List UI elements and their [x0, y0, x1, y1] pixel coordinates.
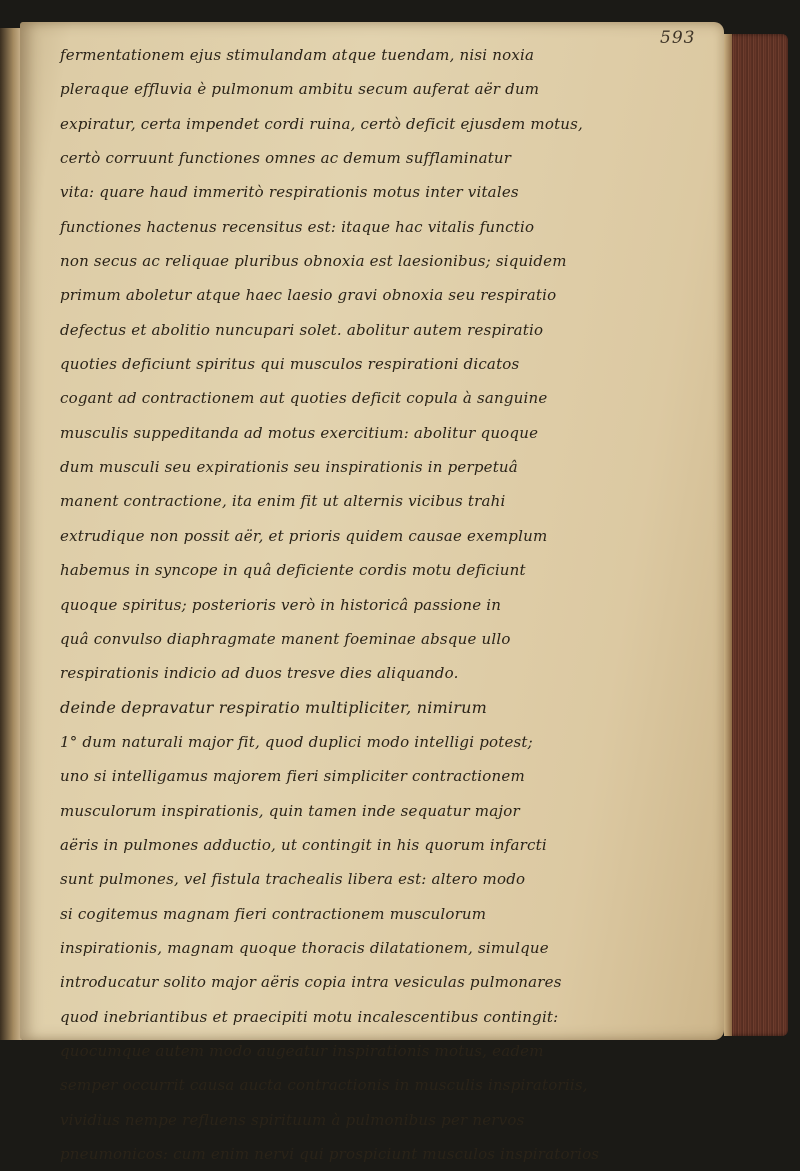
text-line: defectus et abolitio nuncupari solet. abolitur autem respiratio: [60, 320, 544, 339]
text-line: fermentationem ejus stimulandam atque tuendam, nisi noxia: [60, 46, 535, 64]
text-line: non secus ac reliquae pluribus obnoxia est laesionibus; siquidem: [60, 252, 567, 271]
left-page-edge: [0, 28, 22, 1040]
text-line: quod inebriantibus et praecipiti motu incalescentibus contingit:: [60, 1007, 559, 1026]
text-line: semper occurrit causa aucta contractionis in musculis inspiratoriis,: [60, 1076, 588, 1095]
handwritten-text: [60, 38, 668, 1171]
text-line: manent contractione, ita enim fit ut alternis vicibus trahi: [60, 492, 506, 511]
text-line: cogant ad contractionem aut quoties deficit copula à sanguine: [60, 389, 548, 408]
text-line: extrudique non possit aër, et prioris quidem causae exemplum: [60, 526, 548, 545]
text-line: pleraque effluvia è pulmonum ambitu secum auferat aër dum: [60, 80, 540, 99]
manuscript-page: [20, 22, 724, 1163]
text-line: primum aboletur atque haec laesio gravi obnoxia seu respiratio: [60, 286, 557, 305]
text-line: respirationis indicio ad duos tresve dies aliquando.: [60, 664, 459, 683]
text-line: musculis suppeditanda ad motus exercitium: abolitur quoque: [60, 423, 539, 442]
text-line: quâ convulso diaphragmate manent foeminae absque ullo: [60, 629, 511, 648]
text-line: inspirationis, magnam quoque thoracis dilatationem, simulque: [60, 938, 549, 957]
text-line: sunt pulmones, vel fistula trachealis libera est: altero modo: [60, 870, 526, 889]
text-line: functiones hactenus recensitus est: itaque hac vitalis functio: [60, 217, 535, 236]
text-line: dum musculi seu expirationis seu inspirationis in perpetuâ: [60, 458, 518, 477]
text-line: vividius nempe refluens spirituum à pulmonibus per nervos: [60, 1110, 525, 1129]
text-line: uno si intelligamus majorem fieri simpliciter contractionem: [60, 767, 525, 786]
page-block-edge: [724, 34, 788, 1036]
text-line: expiratur, certa impendet cordi ruina, certò deficit ejusdem motus,: [60, 114, 584, 133]
text-line: quocumque autem modo augeatur inspirationis motus, eadem: [60, 1041, 544, 1060]
text-line: aëris in pulmones adductio, ut contingit in his quorum infarcti: [60, 835, 547, 854]
text-line: musculorum inspirationis, quin tamen inde sequatur major: [60, 801, 520, 820]
text-line: introducatur solito major aëris copia intra vesiculas pulmonares: [60, 973, 562, 992]
text-line: quoties deficiunt spiritus qui musculos respirationi dicatos: [60, 355, 520, 374]
text-line: quoque spiritus; posterioris verò in historicâ passione in: [60, 595, 502, 614]
text-line: pneumonicos: cum enim nervi qui prospiciunt musculos inspiratorios: [60, 1145, 600, 1163]
text-line: deinde depravatur respiratio multipliciter, nimirum: [60, 697, 487, 717]
text-line: habemus in syncope in quâ deficiente cordis motu deficiunt: [60, 561, 526, 580]
text-line: si cogitemus magnam fieri contractionem musculorum: [60, 904, 487, 923]
text-line: certò corruunt functiones omnes ac demum sufflaminatur: [60, 149, 512, 168]
text-line: vita: quare haud immeritò respirationis motus inter vitales: [60, 183, 519, 202]
text-line: 1° dum naturali major fit, quod duplici modo intelligi potest;: [60, 732, 533, 751]
page-number: 593: [660, 28, 696, 48]
